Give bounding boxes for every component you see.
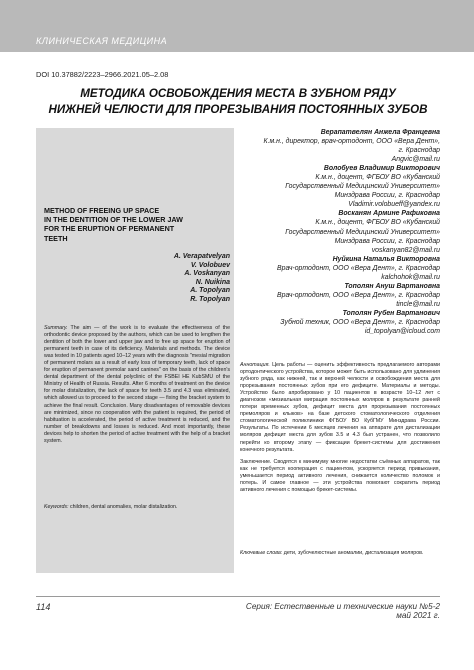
abstract-label: Аннотация.	[240, 362, 270, 368]
author-block	[240, 209, 440, 254]
author-name: Волобуев Владимир Викторович	[323, 165, 440, 173]
author-detail: К.м.н., директор, врач-ортодонт, ООО «Вера Дент»,	[263, 138, 440, 146]
abstract-text: Цель работы — оценить эффективность предлагаемого авторами ортодонтического устройства, которое может быть использовано для удлинения зубного ряда, как нижней, так и верхней челюсти и освобождения места для прорезывания постоянных зубов при его дефиците. Материалы и методы. Устройство было апробировано у 10 пациентов в возрасте 10–12 лет с диагнозом «мезиальная миграция постоянных моляров в результате ранней потери временных зубов, дефицит места для прорезывания постоянных премоляров и клыков» на базе детского стоматологического отделения стоматологической поликлиники ФГБОУ ВО КубГМУ Минздрава России. Результаты. По истечении 6 месяцев лечения на аппарате для дистализации моляров дефицит места для зубов 3.5 и 4.3 был устранен, что позволило перейти ко второму этапу — фиксации брекет-системы для достижения конечного результата.	[240, 362, 440, 453]
keywords-label: Keywords:	[44, 504, 69, 510]
english-title-line: FOR THE ERUPTION OF PERMANENT	[44, 224, 175, 234]
author-detail: Зубной техник, ООО «Вера Дент», г. Краснодар	[280, 318, 440, 326]
summary-text: The aim — of the work is to evaluate the effectiveness of the orthodontic device proposed by the authors, which can be used to lengthen the dentition of both the lower and upper jaw and to free up space for eruption of permanent teeth in case of its deficiency. Materials and methods. The device was tested in 10 patients aged 10–12 years with the diagnosis "mesial migration of permanent molars as a result of early loss of temporary teeth, lack of space for eruption of permanent premolar sand canines" on the basis of the children's dental department of the dental polyclinic of the FSBEI HE KubSMU of the Ministry of Health of Russia. Results. After 6 months of treatment on the device for molar distalization, the lack of space for teeth 3.5 and 4.3 was eliminated, which allowed us to proceed to the second stage — fixing the bracket system to achieve the final result. Conclusion. Many disadvantages of removable devices are minimized, since no cooperation with the patient is required, the period of habituation is accelerated, the period of active treatment is reduced, and the number of breakdowns and losses is reduced. And most importantly, these devices help to shorten the period of active treatment with the help of a bracket system.	[44, 325, 231, 444]
author-detail: г. Краснодар	[398, 147, 440, 155]
author-block	[240, 164, 440, 209]
english-title-line: TEETH	[44, 233, 68, 243]
russian-authors	[240, 128, 440, 336]
english-author: A. Voskanyan	[184, 270, 230, 278]
section-label: КЛИНИЧЕСКАЯ МЕДИЦИНА	[36, 36, 168, 46]
author-detail: Государственный Медицинский Университет»	[285, 183, 440, 191]
page-number: 114	[36, 602, 51, 612]
footer-divider	[36, 596, 440, 597]
author-detail: Врач-ортодонт, ООО «Вера Дент», г. Краснодар	[277, 264, 440, 272]
author-email: Vladimir.volobueff@yandex.ru	[348, 201, 440, 209]
author-email: Angvic@mail.ru	[391, 156, 440, 164]
article-title	[36, 86, 440, 117]
author-block	[240, 282, 440, 309]
author-name: Восканян Армине Рафиковна	[338, 210, 440, 218]
english-author: A. Topolyan	[190, 287, 230, 295]
author-email: voskanyan82@mail.ru	[371, 246, 440, 254]
author-block	[240, 309, 440, 336]
title-line-1: МЕТОДИКА ОСВОБОЖДЕНИЯ МЕСТА В ЗУБНОМ РЯДУ	[80, 87, 396, 100]
journal-series: Серия: Естественные и технические науки №5-2 май 2021 г.	[245, 602, 440, 620]
english-title	[44, 206, 230, 243]
author-name: Тополян Рубен Вартанович	[342, 309, 440, 317]
abstract-paragraph	[240, 362, 440, 454]
author-block	[240, 128, 440, 164]
author-name: Нуйкина Наталья Викторовна	[332, 255, 440, 263]
english-summary	[44, 325, 230, 445]
author-detail: Врач-ортодонт, ООО «Вера Дент», г. Краснодар	[277, 291, 440, 299]
author-detail: К.м.н., доцент, ФГБОУ ВО «Кубанский	[315, 219, 440, 227]
author-block	[240, 255, 440, 282]
keywords-label-ru: Ключевые слова:	[240, 550, 283, 556]
russian-abstract	[240, 362, 440, 496]
keywords-text-ru: дети, зубочелюстные аномалии, дистализация моляров.	[283, 550, 424, 556]
russian-keywords	[240, 550, 440, 557]
author-detail: К.м.н., доцент, ФГБОУ ВО «Кубанский	[315, 174, 440, 182]
author-detail: Минздрава России, г. Краснодар	[334, 192, 440, 200]
english-title-line: IN THE DENTITION OF THE LOWER JAW	[44, 215, 183, 225]
author-email: tincle@mail.ru	[396, 300, 440, 308]
english-author: A. Verapatvelyan	[173, 253, 230, 260]
english-title-line: METHOD OF FREEING UP SPACE	[44, 206, 160, 215]
english-author: R. Topolyan	[190, 295, 230, 303]
summary-label: Summary.	[44, 325, 68, 331]
conclusion-paragraph: Заключение. Сводятся к минимуму многие недостатки съёмных аппаратов, так как не требуется кооперация с пациентом, ускоряется период привыкания, уменьшается период активного лечения, снижается количество поломок и потерь. И самое главное — эти устройства помогают сократить период активного лечения с помощью брекет-системы.	[240, 458, 440, 493]
title-line-2: НИЖНЕЙ ЧЕЛЮСТИ ДЛЯ ПРОРЕЗЫВАНИЯ ПОСТОЯННЫХ ЗУБОВ	[48, 102, 428, 116]
keywords-text: children, dental anomalies, molar distalization.	[69, 504, 178, 510]
english-keywords	[44, 504, 230, 511]
author-name: Верапатвелян Анжела Францевна	[320, 129, 440, 136]
author-email: kalchohok@mail.ru	[381, 273, 440, 281]
author-email: id_topolyan@icloud.com	[364, 328, 440, 336]
author-detail: Государственный Медицинский Университет»	[285, 228, 440, 236]
english-authors	[44, 253, 230, 305]
author-name: Тополян Ануш Вартановна	[344, 282, 440, 290]
author-detail: Минздрава России, г. Краснодар	[334, 237, 440, 245]
english-author: V. Volobuev	[190, 261, 230, 269]
english-author: N. Nuikina	[195, 278, 230, 286]
doi: DOI 10.37882/2223–2966.2021.05–2.08	[36, 70, 169, 79]
